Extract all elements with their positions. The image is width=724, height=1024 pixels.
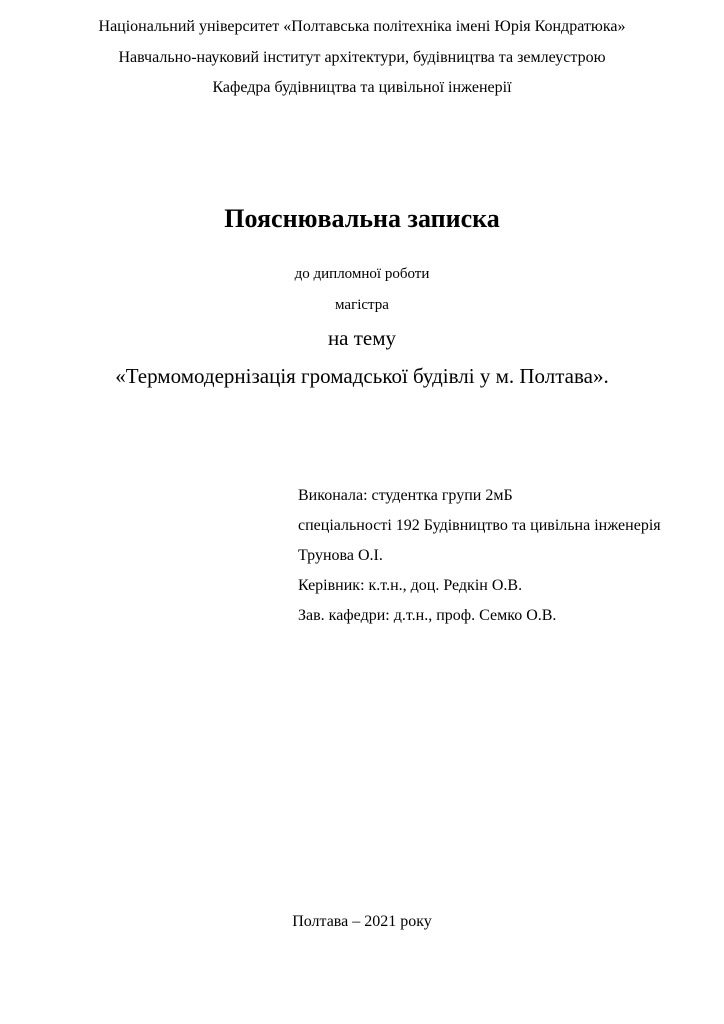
document-title: Пояснювальна записка xyxy=(224,204,500,233)
theme-label: на тему xyxy=(327,326,397,350)
specialty-line: спеціальності 192 Будівництво та цивільна інженерія xyxy=(298,517,661,534)
student-name: Трунова О.І. xyxy=(298,547,383,564)
thesis-topic: «Термомодернізація громадської будівлі у м. Полтава». xyxy=(115,364,609,388)
university-name: Національний університет «Полтавська політехніка імені Юрія Кондратюка» xyxy=(98,18,626,35)
subtitle-line-2: магістра xyxy=(335,297,389,313)
department-name: Кафедра будівництва та цивільної інженерії xyxy=(212,79,512,96)
city-year: Полтава – 2021 року xyxy=(292,913,432,930)
author-line: Виконала: студентка групи 2мБ xyxy=(298,487,513,504)
supervisor-line: Керівник: к.т.н., доц. Редкін О.В. xyxy=(298,577,523,594)
subtitle-line-1: до дипломної роботи xyxy=(294,266,430,282)
institute-name: Навчально-науковий інститут архітектури, будівництва та землеустрою xyxy=(118,49,606,66)
head-of-department-line: Зав. кафедри: д.т.н., проф. Семко О.В. xyxy=(298,607,557,624)
